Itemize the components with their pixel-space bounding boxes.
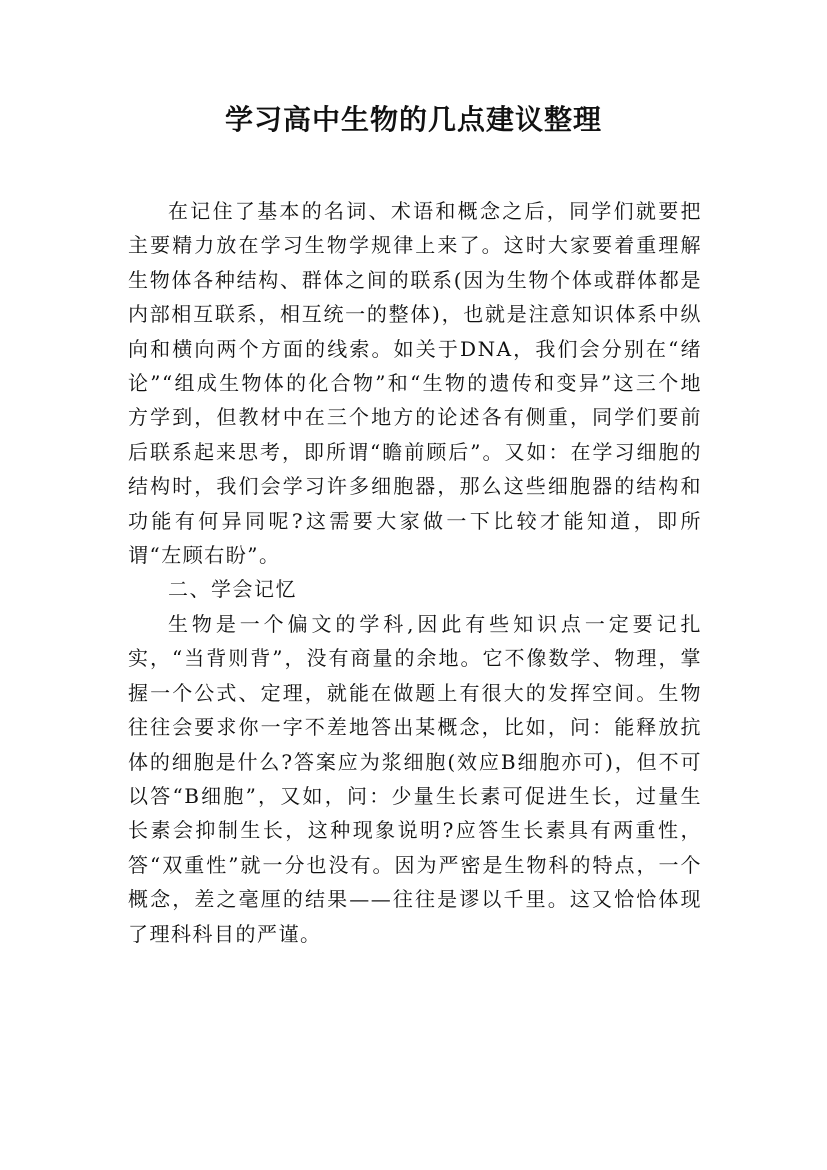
- paragraph-2: 生物是一个偏文的学科,因此有些知识点一定要记扎实，“当背则背”，没有商量的余地。它不像数学、物理，掌握一个公式、定理，就能在做题上有很大的发挥空间。生物往往会要求你一字不差地答出某概念，比如，问：能释放抗体的细胞是什么?答案应为浆细胞(效应B细胞亦可)，但不可以答“B细胞”，又如，问：少量生长素可促进生长，过量生长素会抑制生长，这种现象说明?应答生长素具有两重性，答“双重性”就一分也没有。因为严密是生物科的特点，一个概念，差之毫厘的结果——往往是谬以千里。这又恰恰体现了理科科目的严谨。: [128, 611, 702, 946]
- paragraph-1: 在记住了基本的名词、术语和概念之后，同学们就要把主要精力放在学习生物学规律上来了。这时大家要着重理解生物体各种结构、群体之间的联系(因为生物个体或群体都是内部相互联系，相互统一的整体)，也就是注意知识体系中纵向和横向两个方面的线索。如关于DNA，我们会分别在“绪论”“组成生物体的化合物”和“生物的遗传和变异”这三个地方学到，但教材中在三个地方的论述各有侧重，同学们要前后联系起来思考，即所谓“瞻前顾后”。又如：在学习细胞的结构时，我们会学习许多细胞器，那么这些细胞器的结构和功能有何异同呢?这需要大家做一下比较才能知道，即所谓“左顾右盼”。: [128, 199, 702, 568]
- section-heading: 二、学会记忆: [168, 577, 297, 602]
- document-title: 学习高中生物的几点建议整理: [224, 103, 602, 136]
- document-body: [128, 194, 702, 951]
